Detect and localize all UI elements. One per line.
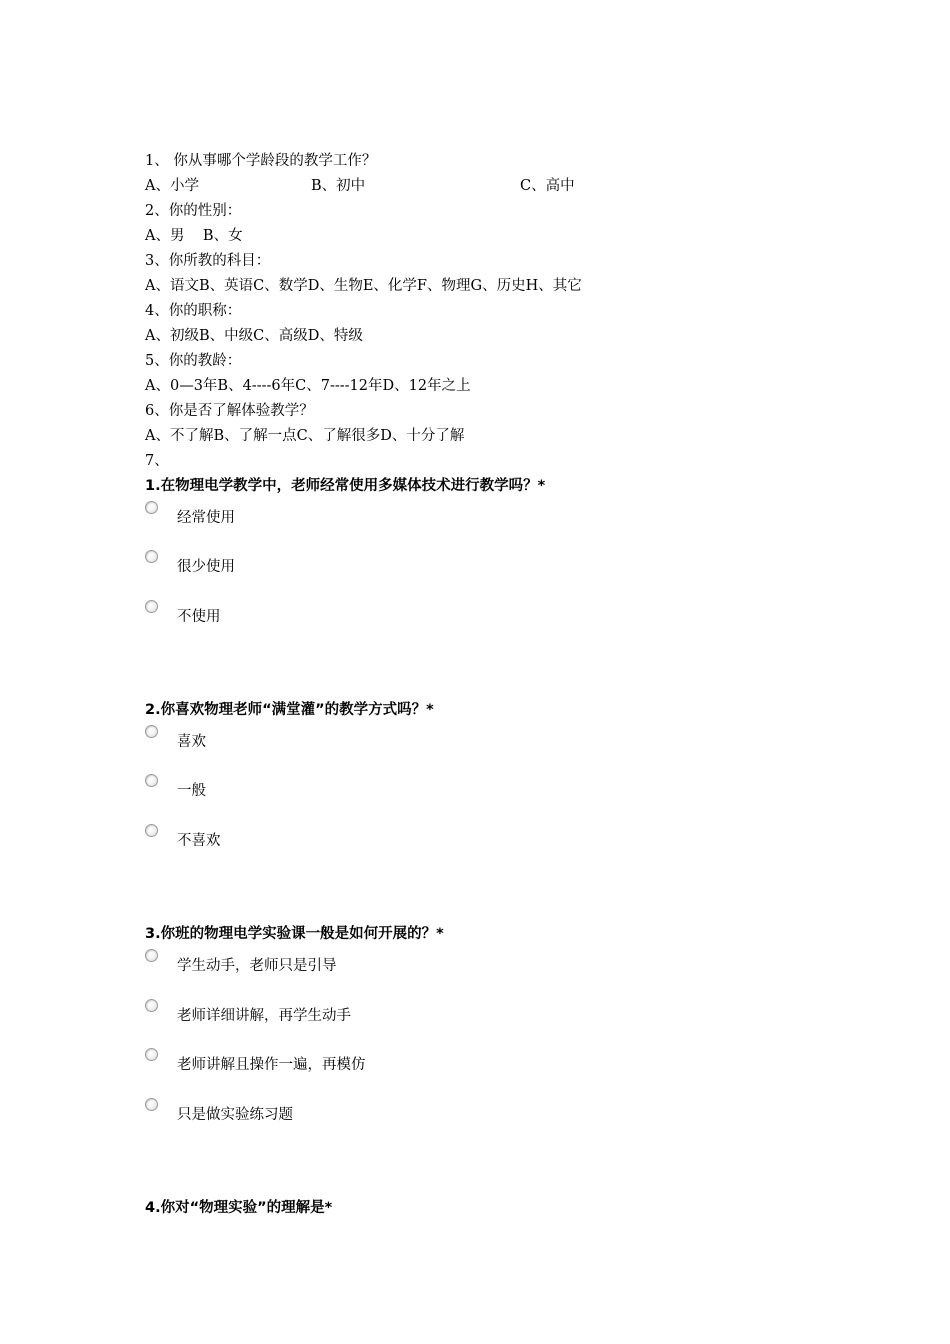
- q1-option-b: B、初中: [311, 178, 366, 194]
- survey-line-2: 2、你的性别：: [145, 203, 242, 219]
- option-label: 不使用: [177, 609, 221, 625]
- question-3-title: 3.你班的物理电学实验课一般是如何开展的？*: [145, 926, 444, 942]
- option-label: 很少使用: [177, 559, 235, 575]
- option-label: 学生动手，老师只是引导: [177, 958, 337, 974]
- radio-button[interactable]: [145, 550, 158, 563]
- option-label: 一般: [177, 783, 206, 799]
- survey-line-5: A、语文B、英语C、数学D、生物E、化学F、物理G、历史H、其它: [145, 278, 582, 294]
- radio-button[interactable]: [145, 1098, 158, 1111]
- radio-button[interactable]: [145, 600, 158, 613]
- survey-line-7: A、初级B、中级C、高级D、特级: [145, 328, 363, 344]
- survey-line-6: 4、你的职称：: [145, 303, 242, 319]
- option-label: 只是做实验练习题: [177, 1107, 293, 1123]
- survey-line-3: A、男 B、女: [145, 228, 243, 244]
- radio-button[interactable]: [145, 999, 158, 1012]
- survey-line-4: 3、你所教的科目：: [145, 253, 271, 269]
- survey-line-12: 7、: [145, 453, 169, 469]
- survey-line-11: A、不了解B、了解一点C、了解很多D、十分了解: [145, 428, 465, 444]
- survey-line-8: 5、你的教龄：: [145, 353, 242, 369]
- option-label: 不喜欢: [177, 833, 221, 849]
- question-1-title: 1.在物理电学教学中，老师经常使用多媒体技术进行教学吗？*: [145, 478, 546, 494]
- q1-option-c: C、高中: [520, 178, 575, 194]
- question-2-title: 2.你喜欢物理老师“满堂灌”的教学方式吗？*: [145, 702, 434, 718]
- question-4-title: 4.你对“物理实验”的理解是*: [145, 1200, 333, 1216]
- radio-button[interactable]: [145, 501, 158, 514]
- radio-button[interactable]: [145, 774, 158, 787]
- option-label: 经常使用: [177, 510, 235, 526]
- radio-button[interactable]: [145, 824, 158, 837]
- option-label: 喜欢: [177, 734, 206, 750]
- q1-answer-row: [145, 176, 665, 196]
- survey-line-9: A、0—3年B、4----6年C、7----12年D、12年之上: [145, 378, 471, 394]
- radio-button[interactable]: [145, 725, 158, 738]
- q1-option-a: A、小学: [145, 178, 199, 194]
- survey-line-1: 1、 你从事哪个学龄段的教学工作？: [145, 153, 377, 169]
- option-label: 老师详细讲解，再学生动手: [177, 1008, 351, 1024]
- radio-button[interactable]: [145, 949, 158, 962]
- survey-line-10: 6、你是否了解体验教学？: [145, 403, 314, 419]
- option-label: 老师讲解且操作一遍，再模仿: [177, 1057, 366, 1073]
- radio-button[interactable]: [145, 1048, 158, 1061]
